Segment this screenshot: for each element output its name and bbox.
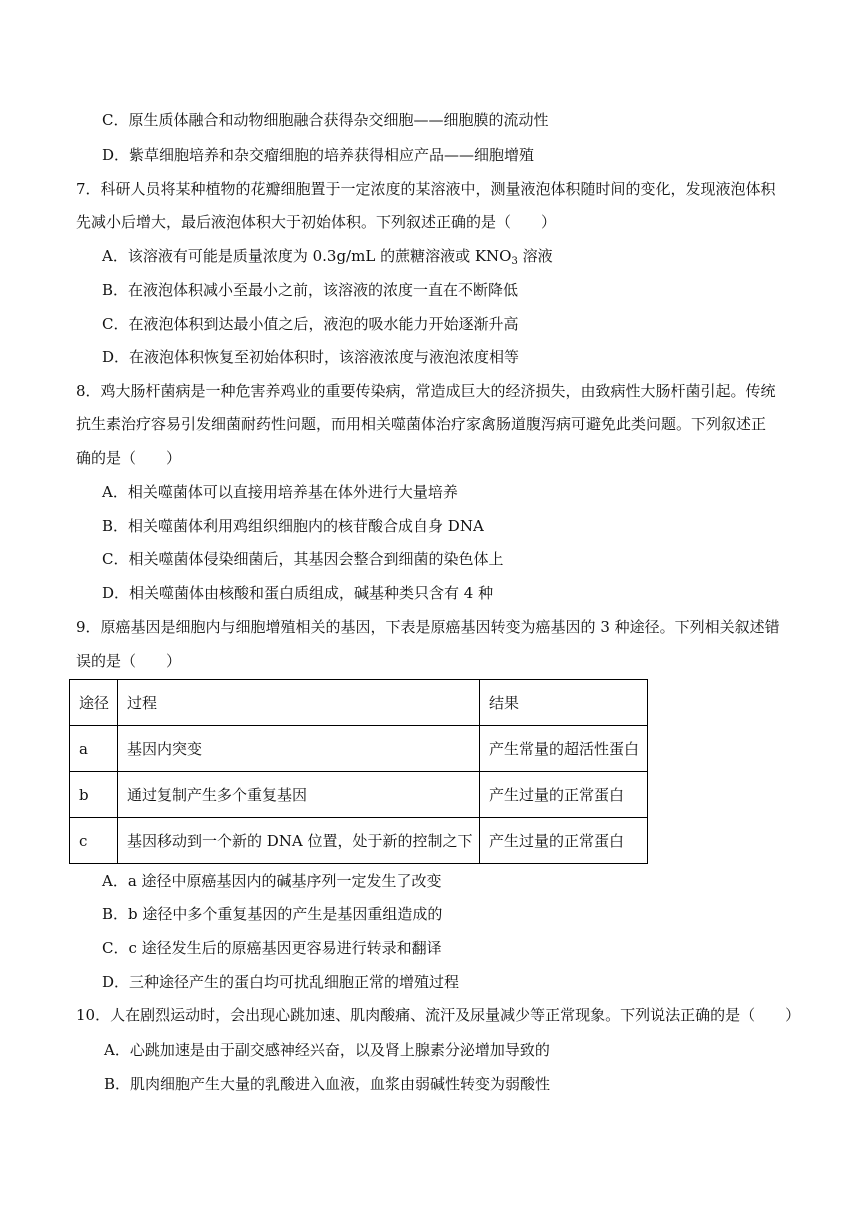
q7-option-a-subscript: 3 (511, 256, 518, 267)
q7-stem-line-2: 先减小后增大，最后液泡体积大于初始体积。下列叙述正确的是（ ） (76, 213, 557, 231)
q6-option-c: C．原生质体融合和动物细胞融合获得杂交细胞——细胞膜的流动性 (102, 111, 549, 129)
q9-stem-line-1: 9．原癌基因是细胞内与细胞增殖相关的基因，下表是原癌基因转变为癌基因的 3 种途径。下列相关叙述错 (76, 618, 780, 636)
table-header-row (70, 680, 648, 726)
table-cell: c (70, 818, 118, 864)
table-cell: a (70, 726, 118, 772)
table-row (70, 772, 648, 818)
table-cell: 产生常量的超活性蛋白 (480, 726, 648, 772)
q8-option-b: B．相关噬菌体利用鸡组织细胞内的核苷酸合成自身 DNA (102, 517, 484, 535)
q7-option-c: C．在液泡体积到达最小值之后，液泡的吸水能力开始逐渐升高 (102, 315, 519, 333)
q9-option-d: D．三种途径产生的蛋白均可扰乱细胞正常的增殖过程 (102, 973, 460, 991)
table-header-cell: 结果 (480, 680, 648, 726)
q7-option-b: B．在液泡体积减小至最小之前，该溶液的浓度一直在不断降低 (102, 281, 519, 299)
q9-option-a: A．a 途径中原癌基因内的碱基序列一定发生了改变 (102, 872, 442, 890)
q10-option-a: A．心跳加速是由于副交感神经兴奋，以及肾上腺素分泌增加导致的 (104, 1041, 550, 1059)
q8-option-a: A．相关噬菌体可以直接用培养基在体外进行大量培养 (102, 483, 458, 501)
q8-option-c: C．相关噬菌体侵染细菌后，其基因会整合到细菌的染色体上 (102, 550, 504, 568)
q7-option-a-text: A．该溶液有可能是质量浓度为 0.3g/mL 的蔗糖溶液或 KNO (102, 247, 512, 265)
q7-stem-line-1: 7．科研人员将某种植物的花瓣细胞置于一定浓度的某溶液中，测量液泡体积随时间的变化，发现液泡体积 (76, 180, 776, 198)
table-row (70, 818, 648, 864)
q7-option-a (102, 246, 553, 266)
table-cell: 产生过量的正常蛋白 (480, 772, 648, 818)
table-cell: 通过复制产生多个重复基因 (118, 772, 480, 818)
q10-option-b: B．肌肉细胞产生大量的乳酸进入血液，血浆由弱碱性转变为弱酸性 (104, 1075, 551, 1093)
table-cell: b (70, 772, 118, 818)
table-cell: 产生过量的正常蛋白 (480, 818, 648, 864)
q9-stem-line-2: 误的是（ ） (76, 652, 182, 670)
table-cell: 基因移动到一个新的 DNA 位置，处于新的控制之下 (118, 818, 480, 864)
q10-stem-line-1: 10．人在剧烈运动时，会出现心跳加速、肌肉酸痛、流汗及尿量减少等正常现象。下列说法正确的是（ ） (76, 1006, 801, 1024)
q9-option-c: C．c 途径发生后的原癌基因更容易进行转录和翻译 (102, 939, 442, 957)
table-header-cell: 途径 (70, 680, 118, 726)
q6-option-d: D．紫草细胞培养和杂交瘤细胞的培养获得相应产品——细胞增殖 (102, 146, 535, 164)
q7-option-a-suffix: 溶液 (517, 247, 553, 265)
q8-stem-line-3: 确的是（ ） (76, 449, 182, 467)
table-row (70, 726, 648, 772)
q9-pathway-table (69, 679, 648, 864)
q8-stem-line-2: 抗生素治疗容易引发细菌耐药性问题，而用相关噬菌体治疗家禽肠道腹泻病可避免此类问题。下列叙述正 (76, 415, 767, 433)
q7-option-d: D．在液泡体积恢复至初始体积时，该溶液浓度与液泡浓度相等 (102, 348, 520, 366)
q8-option-d: D．相关噬菌体由核酸和蛋白质组成，碱基种类只含有 4 种 (102, 584, 494, 602)
table-cell: 基因内突变 (118, 726, 480, 772)
table-header-cell: 过程 (118, 680, 480, 726)
q9-option-b: B．b 途径中多个重复基因的产生是基因重组造成的 (102, 905, 443, 923)
q8-stem-line-1: 8．鸡大肠杆菌病是一种危害养鸡业的重要传染病，常造成巨大的经济损失，由致病性大肠杆菌引起。传统 (76, 382, 776, 400)
